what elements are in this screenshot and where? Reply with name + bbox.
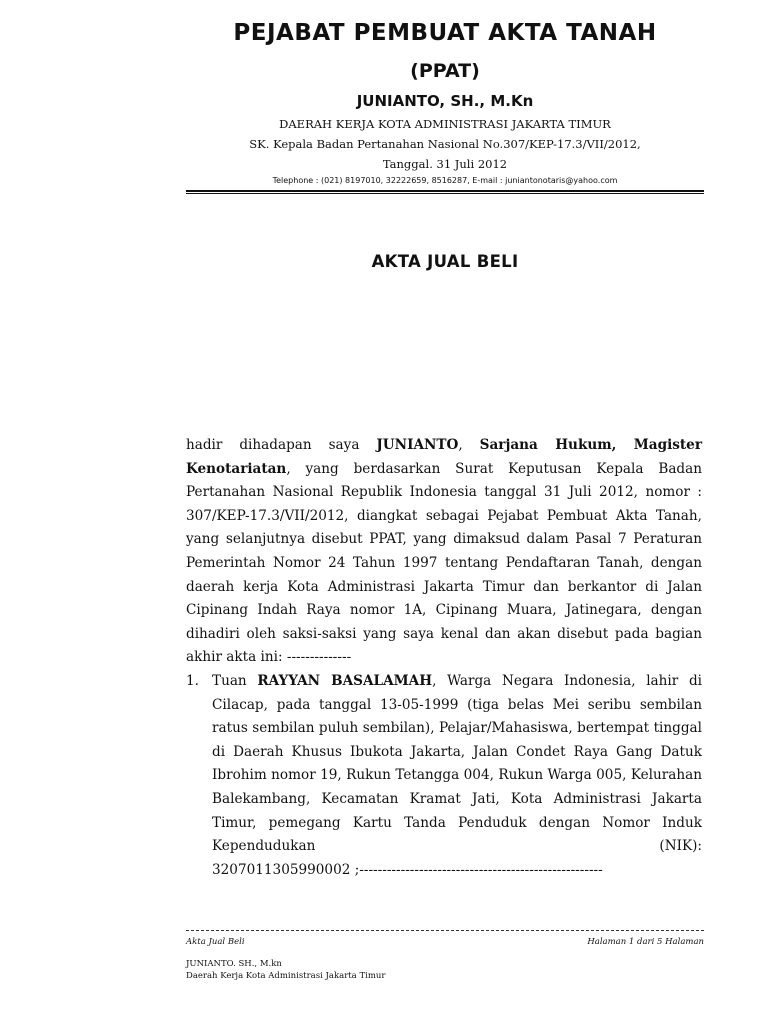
- official-name: JUNIANTO, SH., M.Kn: [356, 92, 534, 110]
- item-prefix: Tuan: [212, 672, 258, 689]
- party-nik: 3207011305990002 ;-----------------------------------------------------: [212, 861, 603, 878]
- item-number: 1.: [186, 672, 199, 689]
- work-region: DAERAH KERJA KOTA ADMINISTRASI JAKARTA TIMUR: [279, 117, 611, 131]
- party-item-1: [186, 670, 702, 882]
- decree-date: Tanggal. 31 Juli 2012: [382, 157, 508, 171]
- contact-line: Telephone : (021) 8197010, 32222659, 8516287, E-mail : juniantonotaris@yahoo.com: [272, 176, 618, 185]
- notary-degree: Sarjana Hukum, Magister Kenotariatan: [186, 437, 702, 477]
- intro-rest: , yang berdasarkan Surat Keputusan Kepala Badan Pertanahan Nasional Republik Indonesia tanggal 31 Juli 2012, nomor : 307/KEP-17.3/VII/2012, diangkat sebagai Pejabat Pembuat Akta Tanah, yang selanjutnya disebut PPAT, yang dimaksud dalam Pasal 7 Peraturan Pemerintah Nomor 24 Tahun 1997 tentang Pendaftaran Tanah, dengan daerah kerja Kota Administrasi Jakarta Timur dan berkantor di Jalan Cipinang Indah Raya nomor 1A, Cipinang Muara, Jatinegara, dengan dihadiri oleh saksi-saksi yang saya kenal dan akan disebut pada bagian akhir akta ini:: [186, 460, 702, 666]
- letterhead: [186, 18, 704, 188]
- page-number: Halaman 1 dari 5 Halaman: [587, 937, 704, 947]
- office-abbreviation: (PPAT): [410, 60, 480, 82]
- office-title: PEJABAT PEMBUAT AKTA TANAH: [233, 20, 657, 46]
- intro-text: hadir dihadapan saya: [186, 437, 377, 453]
- footer-region: Daerah Kerja Kota Administrasi Jakarta Timur: [186, 971, 386, 981]
- party-details: , Warga Negara Indonesia, lahir di Cilacap, pada tanggal 13-05-1999 (tiga belas Mei seribu sembilan ratus sembilan puluh sembilan), Pelajar/Mahasiswa, bertempat tinggal di Daerah Khusus Ibukota Jakarta, Jalan Condet Raya Gang Datuk Ibrohim nomor 19, Rukun Tetangga 004, Rukun Warga 005, Kelurahan Balekambang, Kecamatan Kramat Jati, Kota Administrasi Jakarta Timur, pemegang Kartu Tanda Penduduk dengan Nomor Induk Kependudukan (NIK):: [212, 672, 702, 855]
- footer-name: JUNIANTO. SH., M.kn: [186, 959, 282, 969]
- deed-body: [186, 434, 702, 882]
- header-divider: [186, 190, 704, 194]
- intro-separator: ,: [458, 437, 480, 453]
- footer-row: [186, 937, 704, 947]
- intro-paragraph: [186, 434, 702, 670]
- document-title: AKTA JUAL BELI: [371, 252, 519, 271]
- decree-reference: SK. Kepala Badan Pertanahan Nasional No.307/KEP-17.3/VII/2012,: [249, 137, 641, 151]
- footer-document-name: Akta Jual Beli: [186, 937, 245, 947]
- intro-dashes: --------------: [286, 649, 352, 666]
- notary-name: JUNIANTO: [376, 437, 459, 453]
- footer-divider: [186, 930, 704, 931]
- party-name: RAYYAN BASALAMAH: [257, 672, 433, 689]
- footer-signature: [186, 958, 385, 982]
